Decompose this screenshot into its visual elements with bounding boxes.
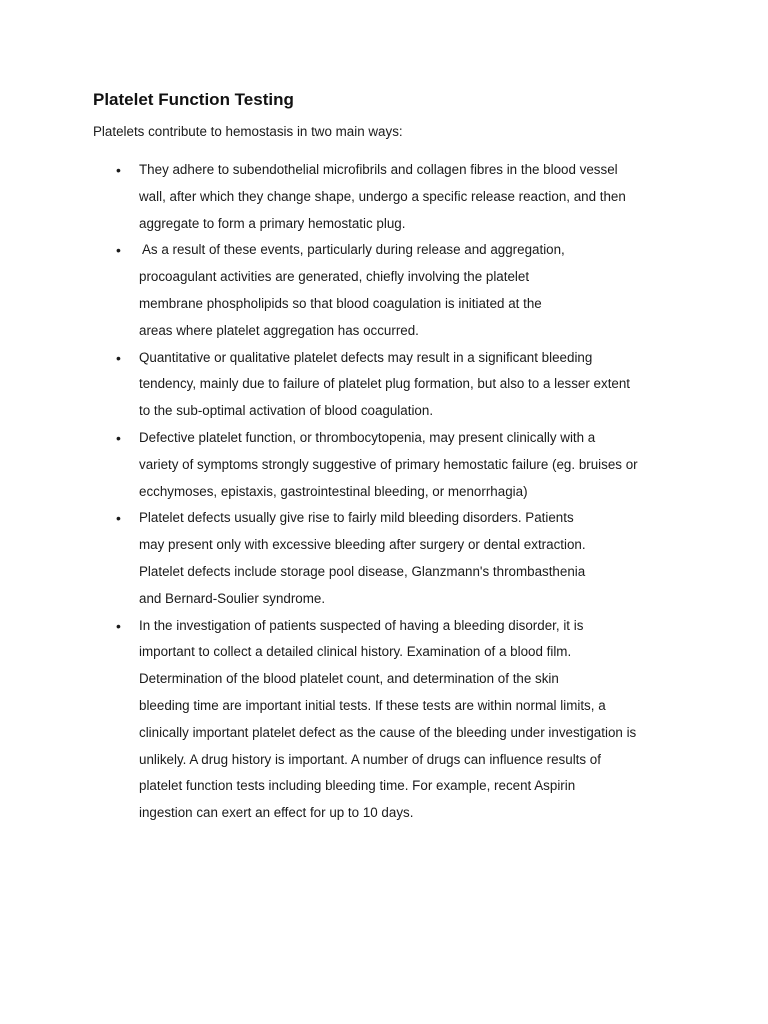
document-title: Platelet Function Testing (93, 90, 294, 109)
bullet-line: ecchymoses, epistaxis, gastrointestinal bleeding, or menorrhagia) (139, 483, 528, 499)
bullet-line: may present only with excessive bleeding after surgery or dental extraction. (139, 537, 586, 553)
bullet-line: • They adhere to subendothelial microfibrils and collagen fibres in the blood vessel (139, 162, 618, 177)
bullet-line: platelet function tests including bleeding time. For example, recent Aspirin (139, 778, 576, 794)
list-item (139, 505, 699, 612)
bullet-line: variety of symptoms strongly suggestive of primary hemostatic failure (eg. bruises or (139, 456, 638, 472)
list-item (139, 157, 699, 237)
bullet-line: wall, after which they change shape, undergo a specific release reaction, and then (139, 188, 626, 204)
bullet-line: ingestion can exert an effect for up to 10 days. (139, 805, 414, 821)
bullet-line: bleeding time are important initial tests. If these tests are within normal limits, a (139, 697, 606, 713)
list-item (139, 345, 699, 425)
list-item (139, 613, 699, 827)
bullet-line: membrane phospholipids so that blood coagulation is initiated at the (139, 295, 542, 311)
bullet-line: • As a result of these events, particularly during release and aggregation, (139, 242, 565, 258)
bullet-line: to the sub-optimal activation of blood coagulation. (139, 403, 434, 419)
intro-paragraph: Platelets contribute to hemostasis in two main ways: (93, 124, 403, 139)
bullet-line: • Platelet defects usually give rise to fairly mild bleeding disorders. Patients (139, 510, 574, 526)
bullet-line: aggregate to form a primary hemostatic plug. (139, 215, 406, 231)
list-item (139, 237, 699, 344)
bullet-line: unlikely. A drug history is important. A number of drugs can influence results of (139, 751, 601, 767)
bullet-line: • Quantitative or qualitative platelet defects may result in a significant bleeding (139, 349, 593, 365)
bullet-line: clinically important platelet defect as the cause of the bleeding under investigation is (139, 724, 637, 740)
bullet-line: procoagulant activities are generated, chiefly involving the platelet (139, 269, 530, 285)
bullet-list (139, 157, 699, 827)
bullet-line: Platelet defects include storage pool disease, Glanzmann's thrombasthenia (139, 563, 586, 579)
bullet-line: • In the investigation of patients suspected of having a bleeding disorder, it is (139, 617, 584, 633)
list-item (139, 425, 699, 505)
bullet-line: areas where platelet aggregation has occurred. (139, 322, 419, 338)
bullet-line: tendency, mainly due to failure of platelet plug formation, but also to a lesser extent (139, 376, 631, 392)
bullet-line: and Bernard-Soulier syndrome. (139, 590, 326, 606)
bullet-line: Determination of the blood platelet count, and determination of the skin (139, 671, 559, 687)
bullet-line: • Defective platelet function, or thrombocytopenia, may present clinically with a (139, 429, 596, 445)
bullet-line: important to collect a detailed clinical history. Examination of a blood film. (139, 644, 572, 660)
